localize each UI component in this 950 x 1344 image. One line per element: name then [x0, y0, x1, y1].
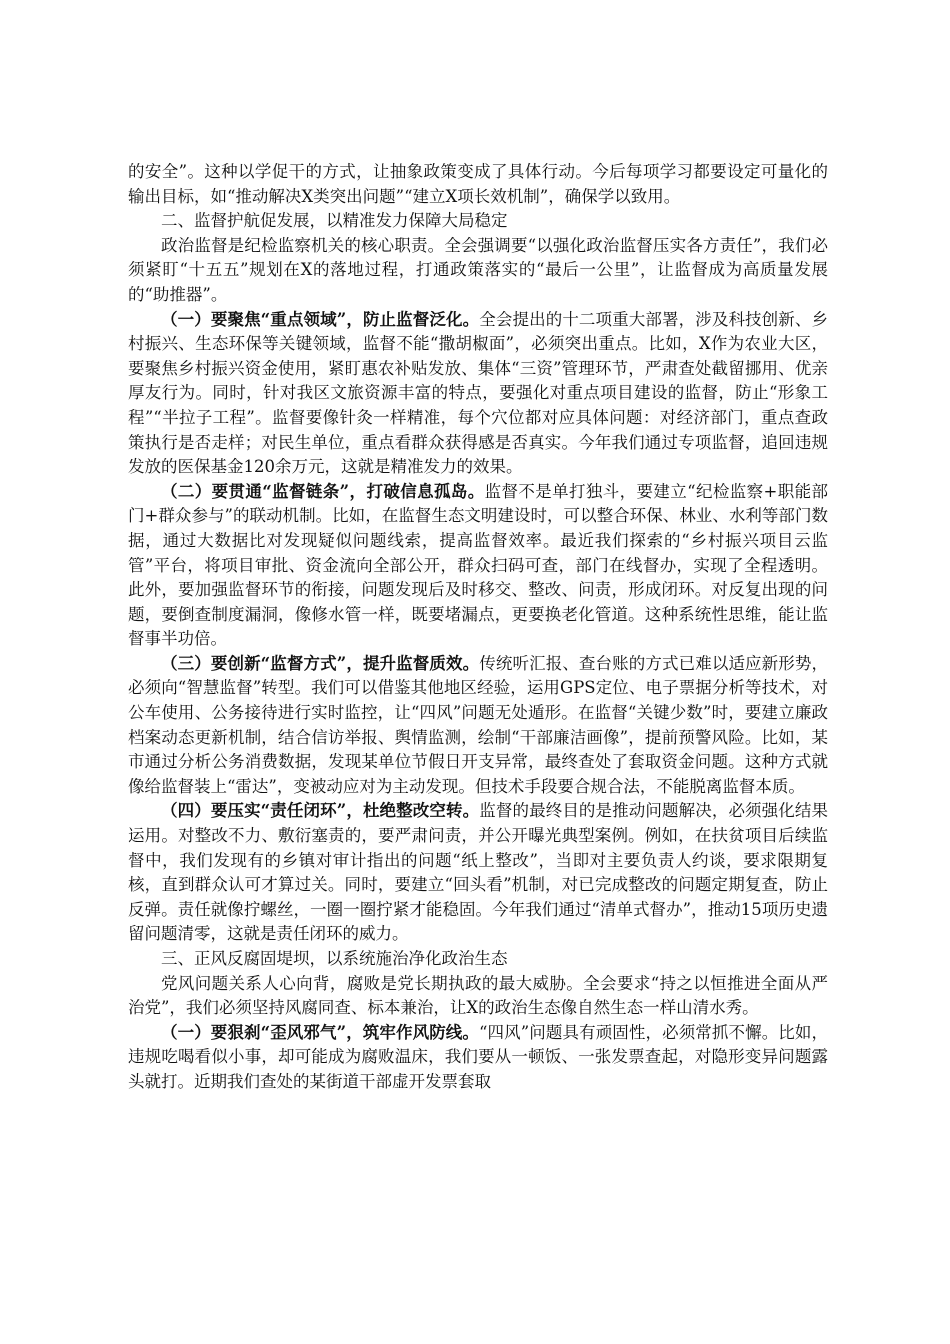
paragraph-9: 党风问题关系人心向背，腐败是党长期执政的最大威胁。全会要求“持之以恒推进全面从严治党”，我们必须坚持风腐同查、标本兼治，让X的政治生态像自然生态一样山清水秀。 — [128, 973, 828, 1018]
subsection-1-rectify-style — [128, 1021, 828, 1095]
subsection-body: 监督不是单打独斗，要建立“纪检监察+职能部门+群众参与”的联动机制。比如，在监督生态文明建设时，可以整合环保、林业、水利等部门数据，通过大数据比对发现疑似问题线索，提高监督效率。最近我们探索的“乡村振兴项目云监管”平台，将项目审批、资金流向全部公开，群众扫码可查，部门在线督办，实现了全程透明。此外，要加强监督环节的衔接，问题发现后及时移交、整改、问责，形成闭环。对反复出现的问题，要倒查制度漏洞，像修水管一样，既要堵漏点，更要换老化管道。这种系统性思维，能让监督事半功倍。 — [128, 481, 828, 649]
subsection-4-responsibility-loop — [128, 799, 828, 947]
paragraph-3: 政治监督是纪检监察机关的核心职责。全会强调要“以强化政治监督压实各方责任”，我们必须紧盯“十五五”规划在X的落地过程，打通政策落实的“最后一公里”，让监督成为高质量发展的“助推器”。 — [128, 235, 828, 304]
subsection-lead: （三）要创新“监督方式”，提升监督质效。 — [161, 653, 480, 673]
subsection-lead: （一）要聚焦“重点领域”，防止监督泛化。 — [161, 309, 480, 329]
subsection-lead: （四）要压实“责任闭环”，杜绝整改空转。 — [161, 801, 480, 821]
section-heading-3: 三、正风反腐固堤坝，以系统施治净化政治生态 — [161, 949, 508, 968]
subsection-lead: （二）要贯通“监督链条”，打破信息孤岛。 — [161, 481, 485, 501]
subsection-body: 监督的最终目的是推动问题解决，必须强化结果运用。对整改不力、敷衍塞责的，要严肃问责，并公开曝光典型案例。例如，在扶贫项目后续监督中，我们发现有的乡镇对审计指出的问题“纸上整改”，当即对主要负责人约谈，要求限期复核，直到群众认可才算过关。同时，要建立“回头看”机制，对已完成整改的问题定期复查，防止反弹。责任就像拧螺丝，一圈一圈拧紧才能稳固。今年我们通过“清单式督办”，推动15项历史遗留问题清零，这就是责任闭环的威力。 — [128, 801, 829, 944]
subsection-1-focus-key-areas — [128, 308, 828, 480]
subsection-body: 传统听汇报、查台账的方式已难以适应新形势，必须向“智慧监督”转型。我们可以借鉴其他地区经验，运用GPS定位、电子票据分析等技术，对公车使用、公务接待进行实时监控，让“四风”问题无处遁形。在监督“关键少数”时，要建立廉政档案动态更新机制，结合信访举报、舆情监测，绘制“干部廉洁画像”，提前预警风险。比如，某市通过分析公务消费数据，发现某单位节假日开支异常，最终查处了套取资金问题。这种方式就像给监督装上“雷达”，变被动应对为主动发现。但技术手段要合规合法，不能脱离监督本质。 — [128, 653, 829, 796]
document-page — [128, 160, 828, 1095]
subsection-lead: （一）要狠刹“歪风邪气”，筑牢作风防线。 — [161, 1022, 480, 1042]
paragraph-1: 的安全”。这种以学促干的方式，让抽象政策变成了具体行动。今后每项学习都要设定可量化的输出目标，如“推动解决X类突出问题”“建立X项长效机制”，确保学以致用。 — [128, 162, 828, 206]
subsection-body: 全会提出的十二项重大部署，涉及科技创新、乡村振兴、生态环保等关键领域，监督不能“撒胡椒面”，必须突出重点。比如，X作为农业大区，要聚焦乡村振兴资金使用，紧盯惠农补贴发放、集体“三资”管理环节，严肃查处截留挪用、优亲厚友行为。同时，针对我区文旅资源丰富的特点，要强化对重点项目建设的监督，防止“形象工程”“半拉子工程”。监督要像针灸一样精准，每个穴位都对应具体问题：对经济部门，重点查政策执行是否走样；对民生单位，重点看群众获得感是否真实。今年我们通过专项监督，追回违规发放的医保基金120余万元，这就是精准发力的效果。 — [128, 309, 829, 477]
subsection-body: “四风”问题具有顽固性，必须常抓不懈。比如，违规吃喝看似小事，却可能成为腐败温床，我们要从一顿饭、一张发票查起，对隐形变异问题露头就打。近期我们查处的某街道干部虚开发票套取 — [128, 1022, 829, 1091]
subsection-3-supervision-methods — [128, 652, 828, 800]
section-heading-2: 二、监督护航促发展，以精准发力保障大局稳定 — [161, 211, 508, 231]
subsection-2-supervision-chain — [128, 480, 828, 652]
